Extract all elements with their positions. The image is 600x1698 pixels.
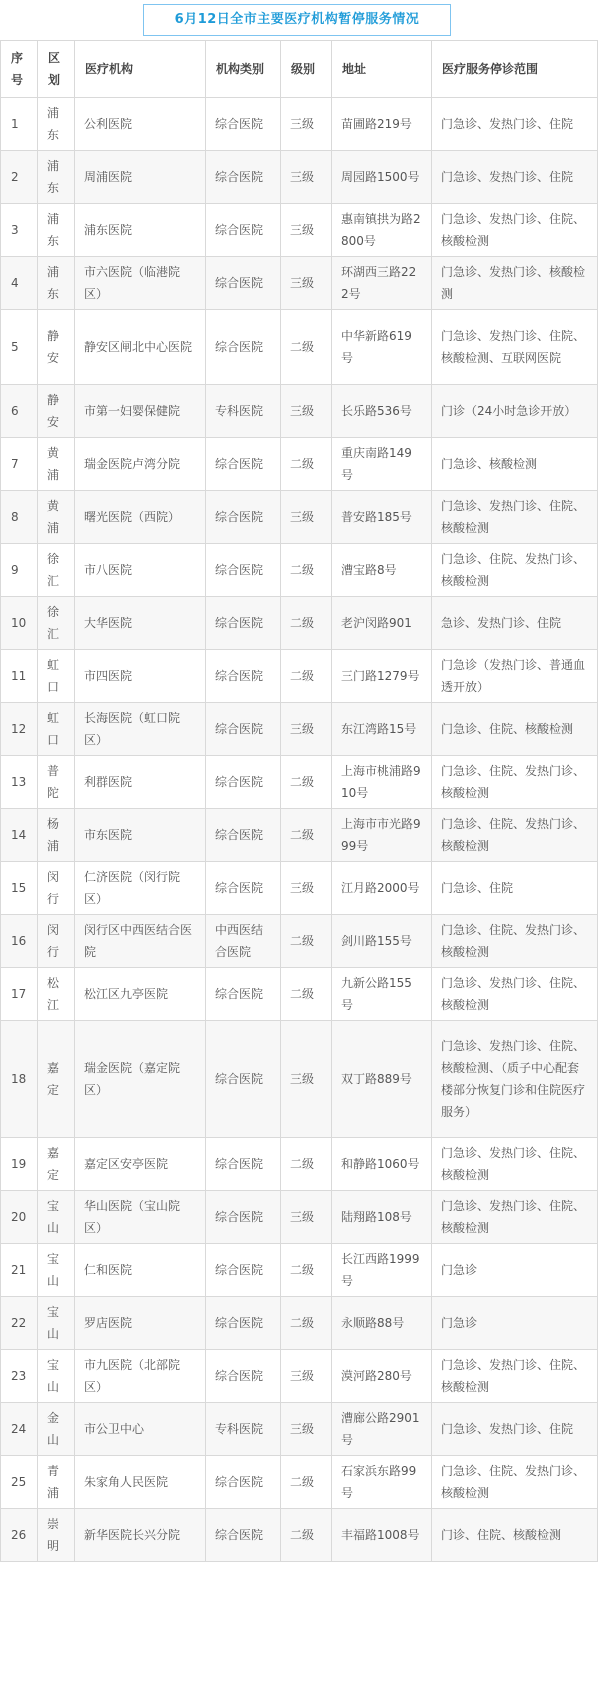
cell-level: 三级 <box>281 1350 332 1403</box>
cell-address: 惠南镇拱为路2800号 <box>332 204 432 257</box>
cell-scope: 门急诊（发热门诊、普通血透开放） <box>432 650 598 703</box>
cell-type: 综合医院 <box>206 1456 281 1509</box>
cell-institution: 市八医院 <box>75 544 206 597</box>
cell-scope: 门急诊、住院、发热门诊、核酸检测 <box>432 809 598 862</box>
cell-address: 石家浜东路99号 <box>332 1456 432 1509</box>
cell-seq: 14 <box>1 809 38 862</box>
cell-scope: 门急诊、发热门诊、住院、核酸检测、（质子中心配套楼部分恢复门诊和住院医疗服务） <box>432 1021 598 1138</box>
cell-district: 崇明 <box>38 1509 75 1562</box>
table-row <box>1 597 598 650</box>
header-address: 地址 <box>332 41 432 98</box>
cell-type: 专科医院 <box>206 1403 281 1456</box>
cell-level: 三级 <box>281 1021 332 1138</box>
cell-scope: 急诊、发热门诊、住院 <box>432 597 598 650</box>
cell-district: 青浦 <box>38 1456 75 1509</box>
cell-address: 周园路1500号 <box>332 151 432 204</box>
cell-district: 宝山 <box>38 1191 75 1244</box>
cell-type: 综合医院 <box>206 438 281 491</box>
cell-institution: 公利医院 <box>75 98 206 151</box>
cell-address: 长乐路536号 <box>332 385 432 438</box>
cell-level: 三级 <box>281 98 332 151</box>
cell-type: 综合医院 <box>206 1350 281 1403</box>
header-seq: 序号 <box>1 41 38 98</box>
table-row <box>1 1191 598 1244</box>
table-row <box>1 650 598 703</box>
cell-scope: 门急诊、发热门诊、住院、核酸检测 <box>432 1138 598 1191</box>
table-body <box>1 98 598 1562</box>
cell-type: 中西医结合医院 <box>206 915 281 968</box>
table-row <box>1 968 598 1021</box>
cell-seq: 2 <box>1 151 38 204</box>
cell-seq: 7 <box>1 438 38 491</box>
cell-institution: 仁济医院（闵行院区） <box>75 862 206 915</box>
cell-district: 嘉定 <box>38 1138 75 1191</box>
cell-seq: 3 <box>1 204 38 257</box>
cell-scope: 门急诊、发热门诊、住院、核酸检测 <box>432 491 598 544</box>
cell-institution: 新华医院长兴分院 <box>75 1509 206 1562</box>
cell-address: 环湖西三路222号 <box>332 257 432 310</box>
cell-level: 二级 <box>281 968 332 1021</box>
cell-level: 二级 <box>281 915 332 968</box>
table-header-row <box>1 41 598 98</box>
cell-scope: 门急诊、住院 <box>432 862 598 915</box>
cell-scope: 门急诊、发热门诊、核酸检测 <box>432 257 598 310</box>
table-row <box>1 1350 598 1403</box>
cell-address: 丰福路1008号 <box>332 1509 432 1562</box>
cell-scope: 门急诊 <box>432 1297 598 1350</box>
cell-seq: 8 <box>1 491 38 544</box>
cell-district: 宝山 <box>38 1350 75 1403</box>
cell-seq: 4 <box>1 257 38 310</box>
cell-district: 嘉定 <box>38 1021 75 1138</box>
cell-level: 二级 <box>281 1297 332 1350</box>
cell-seq: 16 <box>1 915 38 968</box>
cell-address: 老沪闵路901 <box>332 597 432 650</box>
cell-institution: 长海医院（虹口院区） <box>75 703 206 756</box>
cell-seq: 23 <box>1 1350 38 1403</box>
cell-level: 三级 <box>281 385 332 438</box>
cell-type: 综合医院 <box>206 151 281 204</box>
cell-district: 黄浦 <box>38 491 75 544</box>
cell-district: 浦东 <box>38 257 75 310</box>
cell-type: 综合医院 <box>206 650 281 703</box>
cell-seq: 26 <box>1 1509 38 1562</box>
cell-address: 剑川路155号 <box>332 915 432 968</box>
cell-district: 浦东 <box>38 204 75 257</box>
cell-institution: 市东医院 <box>75 809 206 862</box>
cell-address: 中华新路619号 <box>332 310 432 385</box>
cell-scope: 门急诊 <box>432 1244 598 1297</box>
cell-district: 浦东 <box>38 98 75 151</box>
cell-level: 三级 <box>281 257 332 310</box>
cell-district: 杨浦 <box>38 809 75 862</box>
cell-scope: 门急诊、住院、发热门诊、核酸检测 <box>432 915 598 968</box>
cell-scope: 门急诊、发热门诊、住院、核酸检测 <box>432 1350 598 1403</box>
cell-scope: 门急诊、发热门诊、住院、核酸检测、互联网医院 <box>432 310 598 385</box>
table-row <box>1 1244 598 1297</box>
header-type: 机构类别 <box>206 41 281 98</box>
cell-institution: 市四医院 <box>75 650 206 703</box>
cell-district: 静安 <box>38 385 75 438</box>
table-row <box>1 204 598 257</box>
cell-address: 永顺路88号 <box>332 1297 432 1350</box>
cell-district: 金山 <box>38 1403 75 1456</box>
cell-scope: 门急诊、发热门诊、住院、核酸检测 <box>432 204 598 257</box>
cell-type: 综合医院 <box>206 1021 281 1138</box>
cell-address: 漕廊公路2901号 <box>332 1403 432 1456</box>
cell-institution: 松江区九亭医院 <box>75 968 206 1021</box>
cell-seq: 13 <box>1 756 38 809</box>
cell-level: 二级 <box>281 1244 332 1297</box>
cell-district: 虹口 <box>38 650 75 703</box>
cell-district: 浦东 <box>38 151 75 204</box>
cell-level: 二级 <box>281 756 332 809</box>
cell-level: 二级 <box>281 809 332 862</box>
cell-address: 江月路2000号 <box>332 862 432 915</box>
table-row <box>1 862 598 915</box>
table-row <box>1 1456 598 1509</box>
cell-district: 黄浦 <box>38 438 75 491</box>
cell-address: 三门路1279号 <box>332 650 432 703</box>
cell-address: 漠河路280号 <box>332 1350 432 1403</box>
cell-type: 综合医院 <box>206 204 281 257</box>
cell-seq: 11 <box>1 650 38 703</box>
table-row <box>1 1403 598 1456</box>
table-row <box>1 809 598 862</box>
hospital-table <box>0 40 598 1562</box>
cell-level: 二级 <box>281 310 332 385</box>
cell-institution: 华山医院（宝山院区） <box>75 1191 206 1244</box>
table-row <box>1 1297 598 1350</box>
cell-institution: 市公卫中心 <box>75 1403 206 1456</box>
cell-level: 二级 <box>281 1456 332 1509</box>
cell-address: 普安路185号 <box>332 491 432 544</box>
cell-scope: 门急诊、住院、核酸检测 <box>432 703 598 756</box>
cell-district: 宝山 <box>38 1244 75 1297</box>
cell-seq: 20 <box>1 1191 38 1244</box>
cell-seq: 12 <box>1 703 38 756</box>
cell-address: 漕宝路8号 <box>332 544 432 597</box>
cell-district: 静安 <box>38 310 75 385</box>
cell-institution: 闵行区中西医结合医院 <box>75 915 206 968</box>
table-row <box>1 915 598 968</box>
table-row <box>1 438 598 491</box>
cell-address: 陆翔路108号 <box>332 1191 432 1244</box>
cell-level: 二级 <box>281 1138 332 1191</box>
cell-institution: 市第一妇婴保健院 <box>75 385 206 438</box>
cell-type: 综合医院 <box>206 1244 281 1297</box>
cell-address: 长江西路1999号 <box>332 1244 432 1297</box>
cell-level: 二级 <box>281 438 332 491</box>
cell-institution: 市六医院（临港院区） <box>75 257 206 310</box>
cell-institution: 浦东医院 <box>75 204 206 257</box>
cell-seq: 21 <box>1 1244 38 1297</box>
cell-institution: 罗店医院 <box>75 1297 206 1350</box>
cell-type: 综合医院 <box>206 1297 281 1350</box>
cell-scope: 门急诊、核酸检测 <box>432 438 598 491</box>
cell-institution: 瑞金医院（嘉定院区） <box>75 1021 206 1138</box>
cell-level: 三级 <box>281 491 332 544</box>
cell-institution: 市九医院（北部院区） <box>75 1350 206 1403</box>
table-row <box>1 98 598 151</box>
table-row <box>1 1021 598 1138</box>
cell-address: 上海市市光路999号 <box>332 809 432 862</box>
cell-scope: 门急诊、住院、发热门诊、核酸检测 <box>432 544 598 597</box>
cell-district: 闵行 <box>38 915 75 968</box>
cell-type: 综合医院 <box>206 756 281 809</box>
cell-address: 和静路1060号 <box>332 1138 432 1191</box>
cell-type: 综合医院 <box>206 809 281 862</box>
table-row <box>1 703 598 756</box>
table-row <box>1 1509 598 1562</box>
cell-seq: 17 <box>1 968 38 1021</box>
cell-type: 综合医院 <box>206 862 281 915</box>
cell-type: 综合医院 <box>206 544 281 597</box>
cell-level: 三级 <box>281 1191 332 1244</box>
table-row <box>1 756 598 809</box>
cell-type: 综合医院 <box>206 491 281 544</box>
cell-scope: 门急诊、发热门诊、住院、核酸检测 <box>432 968 598 1021</box>
cell-type: 综合医院 <box>206 257 281 310</box>
header-institution: 医疗机构 <box>75 41 206 98</box>
table-row <box>1 1138 598 1191</box>
cell-scope: 门诊（24小时急诊开放） <box>432 385 598 438</box>
cell-seq: 6 <box>1 385 38 438</box>
cell-district: 徐汇 <box>38 597 75 650</box>
cell-seq: 22 <box>1 1297 38 1350</box>
cell-address: 苗圃路219号 <box>332 98 432 151</box>
cell-level: 二级 <box>281 1509 332 1562</box>
cell-institution: 嘉定区安亭医院 <box>75 1138 206 1191</box>
cell-seq: 15 <box>1 862 38 915</box>
cell-scope: 门急诊、发热门诊、住院 <box>432 98 598 151</box>
cell-scope: 门急诊、发热门诊、住院 <box>432 151 598 204</box>
cell-institution: 周浦医院 <box>75 151 206 204</box>
cell-seq: 19 <box>1 1138 38 1191</box>
table-row <box>1 491 598 544</box>
table-row <box>1 544 598 597</box>
cell-type: 综合医院 <box>206 1138 281 1191</box>
cell-level: 三级 <box>281 1403 332 1456</box>
table-row <box>1 257 598 310</box>
cell-address: 上海市桃浦路910号 <box>332 756 432 809</box>
cell-seq: 18 <box>1 1021 38 1138</box>
cell-institution: 大华医院 <box>75 597 206 650</box>
cell-type: 综合医院 <box>206 1509 281 1562</box>
cell-district: 宝山 <box>38 1297 75 1350</box>
cell-type: 综合医院 <box>206 597 281 650</box>
cell-district: 徐汇 <box>38 544 75 597</box>
cell-seq: 5 <box>1 310 38 385</box>
cell-scope: 门急诊、发热门诊、住院 <box>432 1403 598 1456</box>
table-row <box>1 151 598 204</box>
cell-institution: 瑞金医院卢湾分院 <box>75 438 206 491</box>
cell-level: 三级 <box>281 204 332 257</box>
cell-type: 专科医院 <box>206 385 281 438</box>
cell-level: 三级 <box>281 862 332 915</box>
cell-type: 综合医院 <box>206 1191 281 1244</box>
page-title: 6月12日全市主要医疗机构暂停服务情况 <box>143 4 451 36</box>
table-row <box>1 385 598 438</box>
cell-seq: 1 <box>1 98 38 151</box>
cell-institution: 利群医院 <box>75 756 206 809</box>
header-district: 区划 <box>38 41 75 98</box>
table-row <box>1 310 598 385</box>
cell-district: 虹口 <box>38 703 75 756</box>
header-scope: 医疗服务停诊范围 <box>432 41 598 98</box>
cell-level: 二级 <box>281 544 332 597</box>
cell-district: 松江 <box>38 968 75 1021</box>
cell-address: 重庆南路149号 <box>332 438 432 491</box>
cell-type: 综合医院 <box>206 703 281 756</box>
cell-institution: 曙光医院（西院） <box>75 491 206 544</box>
cell-type: 综合医院 <box>206 98 281 151</box>
cell-seq: 24 <box>1 1403 38 1456</box>
cell-institution: 朱家角人民医院 <box>75 1456 206 1509</box>
header-level: 级别 <box>281 41 332 98</box>
cell-type: 综合医院 <box>206 968 281 1021</box>
cell-seq: 9 <box>1 544 38 597</box>
cell-level: 二级 <box>281 650 332 703</box>
cell-scope: 门诊、住院、核酸检测 <box>432 1509 598 1562</box>
cell-institution: 静安区闸北中心医院 <box>75 310 206 385</box>
cell-address: 东江湾路15号 <box>332 703 432 756</box>
cell-scope: 门急诊、发热门诊、住院、核酸检测 <box>432 1191 598 1244</box>
cell-scope: 门急诊、住院、发热门诊、核酸检测 <box>432 1456 598 1509</box>
cell-address: 双丁路889号 <box>332 1021 432 1138</box>
cell-level: 三级 <box>281 151 332 204</box>
cell-seq: 25 <box>1 1456 38 1509</box>
cell-type: 综合医院 <box>206 310 281 385</box>
cell-scope: 门急诊、住院、发热门诊、核酸检测 <box>432 756 598 809</box>
cell-seq: 10 <box>1 597 38 650</box>
cell-level: 三级 <box>281 703 332 756</box>
cell-institution: 仁和医院 <box>75 1244 206 1297</box>
cell-district: 普陀 <box>38 756 75 809</box>
cell-address: 九新公路155号 <box>332 968 432 1021</box>
cell-district: 闵行 <box>38 862 75 915</box>
cell-level: 二级 <box>281 597 332 650</box>
